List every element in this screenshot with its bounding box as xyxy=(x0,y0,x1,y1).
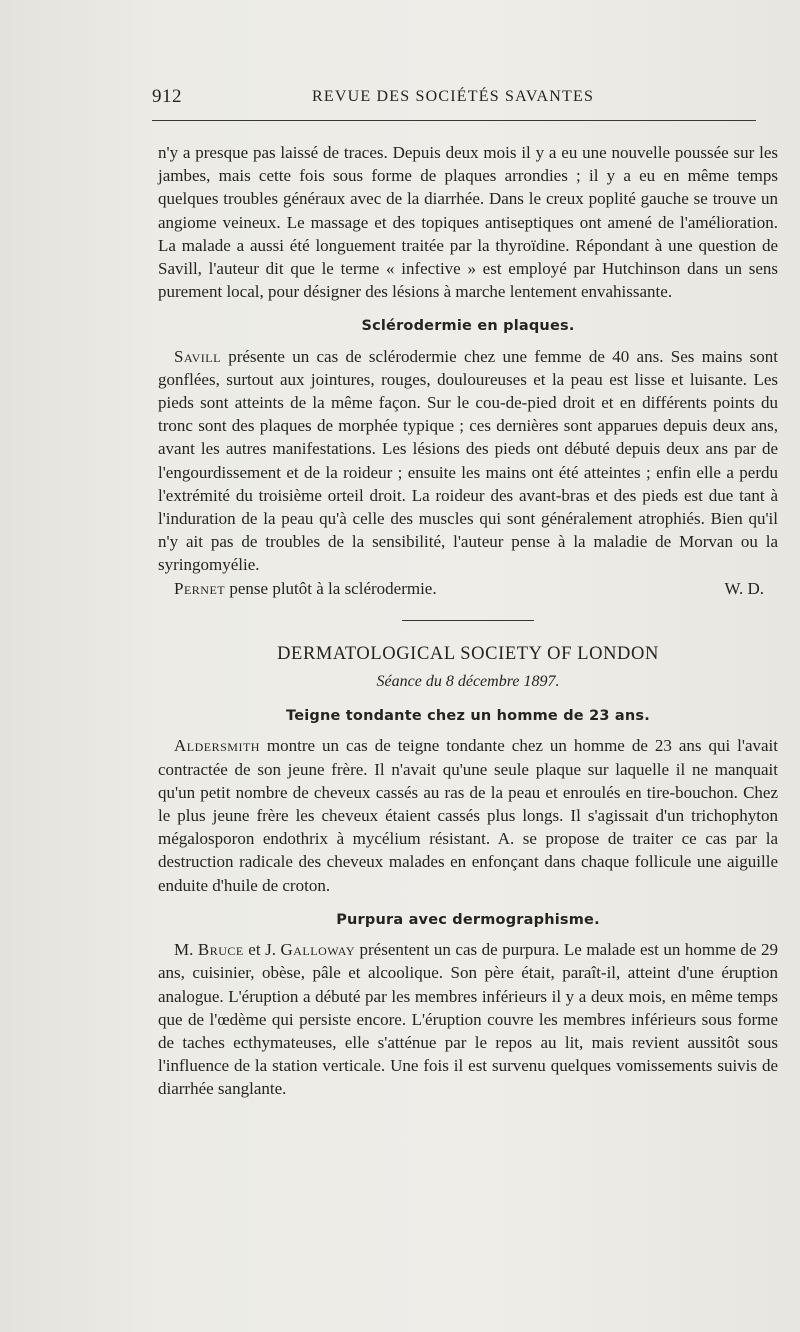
page-body xyxy=(158,141,778,1101)
section-heading-sclerodermie: Sclérodermie en plaques. xyxy=(361,318,575,335)
paragraph-bruce-galloway xyxy=(158,938,778,1100)
paragraph-text: montre un cas de teigne tondante chez un homme de 23 ans qui l'avait contractée de son jeune frère. Il n'avait qu'une seule plaque sur laquelle il ne manquait qu'un petit nombre de cheveux cassés au ras de la peau et enroulés en tire-bouchon. Chez le plus jeune frère les cheveux étaient cassés plus longs. Il s'agissait d'un trichophyton mégalosporon endothrix à mycélium résistant. A. se propose de traiter ce cas par la destruction radicale des cheveux malades en enfonçant dans chaque follicule une aiguille enduite d'huile de croton. xyxy=(158,736,778,895)
paragraph-pernet xyxy=(158,577,778,600)
paragraph-text: présentent un cas de purpura. Le malade est un homme de 29 ans, cuisinier, obèse, pâle et alcoolique. Son père était, paraît-il, atteint d'une éruption analogue. L'éruption a débuté par les membres inférieurs il y a deux mois, en même temps que de l'œdème qui persiste encore. L'éruption couvre les membres inférieurs sous forme de taches ecthymateuses, elle s'atténue par le repos au lit, mais revient aussitôt sous l'influence de la station verticale. Une fois il est survenu quelques vomissements suivis de diarrhée sanglante. xyxy=(158,940,778,1099)
author-name: Pernet xyxy=(174,578,226,598)
seance-date: Séance du 8 décembre 1897. xyxy=(376,673,560,691)
section-heading-purpura: Purpura avec dermographisme. xyxy=(336,911,600,928)
conjunction-text: et J. xyxy=(243,940,281,960)
prefix-text: M. xyxy=(174,940,198,960)
paragraph-savill xyxy=(158,345,778,577)
author-name: Bruce xyxy=(197,940,244,960)
paragraph-text: pense plutôt à la sclérodermie. xyxy=(225,578,437,598)
intro-paragraph: n'y a presque pas laissé de traces. Depuis deux mois il y a eu une nouvelle poussée sur les jambes, mais cette fois sous forme de plaques arrondies ; il y a eu en même temps quelques troubles généraux avec de la diarrhée. Dans le creux poplité gauche se trouve un angiome veineux. Le massage et des topiques antiseptiques ont amené de l'amélioration. La malade a aussi été longuement traitée par la thyroïdine. Répondant à une question de Savill, l'auteur dit que le terme « infective » est employé par Hutchinson dans un sens purement local, pour désigner des lésions à marche lentement envahissante. xyxy=(158,143,778,302)
page-number: 912 xyxy=(152,86,182,107)
header-rule xyxy=(152,120,756,121)
reply-line xyxy=(158,577,437,600)
signature: W. D. xyxy=(724,578,764,598)
author-name: Galloway xyxy=(280,940,355,960)
author-name: Aldersmith xyxy=(174,736,260,756)
society-title: DERMATOLOGICAL SOCIETY OF LONDON xyxy=(277,643,659,664)
page-header xyxy=(152,86,756,114)
section-heading-teigne: Teigne tondante chez un homme de 23 ans. xyxy=(286,708,650,725)
author-name: Savill xyxy=(174,346,221,366)
running-title: REVUE DES SOCIÉTÉS SAVANTES xyxy=(312,88,595,105)
paragraph-text: présente un cas de sclérodermie chez une femme de 40 ans. Ses mains sont gonflées, surtout aux jointures, rouges, douloureuses et la peau est lisse et luisante. Les pieds sont atteints de la même façon. Sur le cou-de-pied droit et en différents points du tronc sont des plaques de morphée typique ; ces dernières sont apparues depuis deux ans, avant les autres manifestations. Les lésions des pieds ont débuté depuis deux ans par de l'engourdissement et de la roideur ; ensuite les mains ont été atteintes ; enfin elle a perdu l'extrémité du troisième orteil droit. La roideur des avant-bras et des pieds est due tant à l'induration de la peau qu'à celle des muscles qui sont généralement atrophiés. Bien qu'il n'y ait pas de troubles de la sensibilité, l'auteur pense à la maladie de Morvan ou la syringomyélie. xyxy=(158,346,778,575)
paragraph-aldersmith xyxy=(158,734,778,896)
section-separator xyxy=(402,620,534,621)
